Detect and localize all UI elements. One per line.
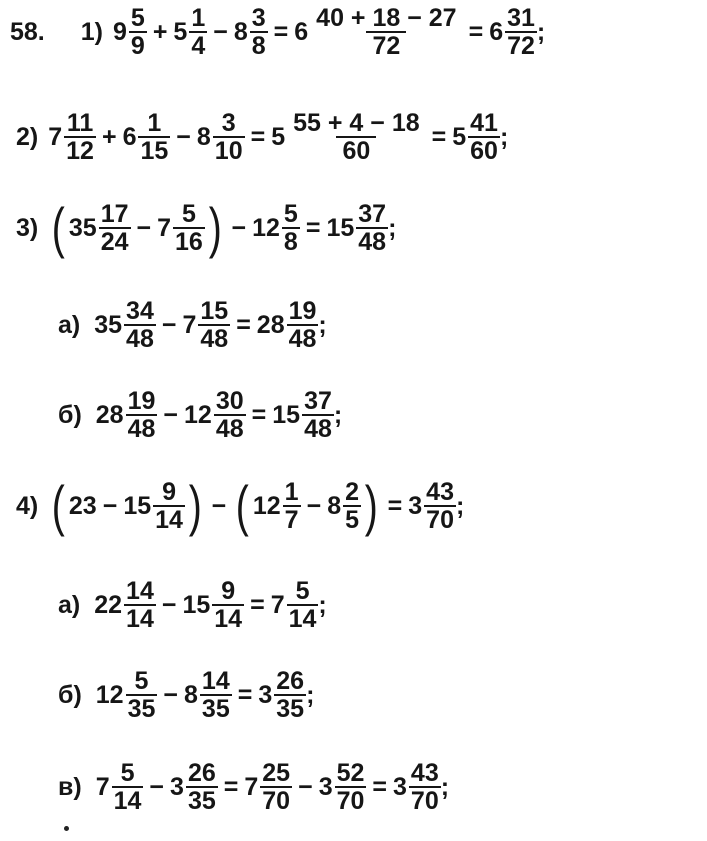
text-token: ;: [536, 17, 546, 46]
numerator: 5: [134, 667, 149, 695]
expression: [96, 668, 315, 723]
operator: =: [305, 213, 321, 242]
whole-part: 3: [318, 772, 333, 801]
numerator: 55 + 4 − 18: [293, 109, 420, 137]
mixed-number: [257, 298, 319, 353]
denominator: 70: [336, 787, 365, 816]
parenthesis: ): [364, 474, 378, 537]
denominator: 48: [127, 415, 156, 444]
mixed-number: [96, 760, 144, 815]
whole-part: 12: [252, 491, 281, 520]
denominator: 70: [262, 787, 291, 816]
numerator: 43: [426, 477, 454, 506]
fraction: [260, 760, 292, 815]
mixed-number: [157, 201, 205, 256]
item-label: 2): [16, 122, 39, 151]
item-label: б): [58, 400, 82, 429]
numerator: 37: [304, 387, 332, 415]
operator: −: [163, 680, 179, 709]
mixed-number: [326, 201, 388, 256]
whole-part: 7: [270, 590, 285, 619]
denominator: 35: [127, 695, 156, 724]
expression: [113, 5, 545, 60]
fraction: [302, 388, 334, 443]
operator: =: [237, 680, 253, 709]
whole-part: 35: [68, 213, 97, 242]
fraction: [287, 110, 426, 165]
whole-part: 15: [182, 590, 211, 619]
numerator: 5: [130, 4, 145, 32]
text-token: ;: [306, 680, 315, 709]
denominator: 9: [130, 32, 145, 61]
fraction: [129, 5, 147, 60]
item-label: б): [58, 680, 82, 709]
numerator: 14: [201, 667, 230, 695]
parenthesis: ): [188, 474, 202, 537]
numerator: 26: [187, 759, 216, 787]
whole-part: 7: [182, 310, 197, 339]
denominator: 14: [214, 605, 243, 634]
whole-part: 35: [94, 310, 123, 339]
fraction: [112, 760, 144, 815]
whole-part: 3: [393, 772, 407, 801]
mixed-number: [182, 298, 230, 353]
text-token: 23: [68, 491, 97, 520]
mixed-number: [96, 388, 158, 443]
solution-line-4c: [58, 760, 449, 815]
whole-part: 6: [122, 122, 137, 151]
numerator: 5: [295, 577, 310, 605]
numerator: 26: [276, 667, 305, 695]
denominator: 4: [191, 32, 206, 61]
mixed-number: [272, 388, 334, 443]
whole-part: 7: [95, 772, 110, 801]
denominator: 48: [288, 325, 317, 354]
numerator: 52: [336, 759, 365, 787]
operator: −: [231, 213, 247, 242]
operator: +: [101, 122, 117, 151]
numerator: 15: [200, 297, 229, 325]
text-token: ;: [455, 491, 465, 520]
mixed-number: [234, 5, 268, 60]
numerator: 37: [358, 199, 387, 228]
denominator: 8: [283, 228, 298, 256]
whole-part: 6: [294, 17, 309, 46]
fraction: [153, 479, 185, 534]
mixed-number: [69, 201, 131, 256]
item-label: а): [58, 310, 81, 339]
solution-line-3: [16, 196, 397, 259]
denominator: 48: [358, 228, 387, 256]
denominator: 10: [214, 137, 243, 166]
whole-part: 5: [271, 122, 286, 151]
item-label: 3): [16, 213, 39, 242]
numerator: 3: [251, 4, 266, 32]
text-token: ;: [499, 122, 509, 151]
operator: =: [372, 772, 388, 801]
whole-part: 8: [233, 17, 248, 46]
fraction: [282, 201, 300, 256]
whole-part: 15: [123, 491, 152, 520]
expression: [96, 760, 449, 815]
solution-line-4b: [58, 668, 314, 723]
mixed-number: [170, 760, 218, 815]
denominator: 35: [187, 787, 216, 816]
whole-part: 3: [170, 772, 184, 801]
fraction: [189, 5, 207, 60]
denominator: 7: [284, 506, 299, 534]
numerator: 30: [215, 387, 244, 415]
mixed-number: [94, 298, 156, 353]
expression: [48, 110, 508, 165]
mixed-number: [319, 760, 367, 815]
item-label: в): [58, 772, 82, 801]
numerator: 19: [288, 297, 317, 325]
numerator: 2: [345, 477, 359, 506]
fraction: [274, 668, 306, 723]
mixed-number: [48, 110, 96, 165]
print-speck: [64, 826, 69, 831]
fraction: [335, 760, 367, 815]
mixed-number: [252, 201, 300, 256]
mixed-number: [173, 5, 207, 60]
expression: [96, 388, 342, 443]
whole-part: 15: [326, 213, 355, 242]
operator: −: [211, 491, 227, 520]
numerator: 25: [262, 759, 291, 787]
fraction: [212, 578, 244, 633]
fraction: [310, 5, 462, 60]
numerator: 11: [66, 109, 94, 137]
fraction: [468, 110, 500, 165]
denominator: 60: [336, 136, 376, 164]
denominator: 35: [201, 695, 230, 724]
whole-part: 15: [272, 400, 301, 429]
whole-part: 12: [95, 680, 124, 709]
operator: −: [136, 213, 152, 242]
fraction: [126, 388, 158, 443]
solution-line-3b: [58, 388, 342, 443]
whole-part: 28: [95, 400, 124, 429]
fraction: [124, 298, 156, 353]
numerator: 9: [221, 577, 236, 605]
denominator: 5: [345, 506, 359, 534]
whole-part: 12: [252, 213, 280, 242]
mixed-number: [271, 110, 425, 165]
mixed-number: [271, 578, 319, 633]
fraction: [213, 110, 245, 165]
numerator: 17: [100, 199, 129, 228]
fraction: [424, 479, 456, 534]
whole-part: 8: [327, 491, 342, 520]
whole-part: 9: [113, 17, 127, 46]
operator: =: [250, 590, 265, 619]
mixed-number: [123, 479, 185, 534]
denominator: 70: [410, 787, 439, 816]
whole-part: 5: [452, 122, 467, 151]
operator: +: [152, 17, 168, 46]
numerator: 5: [120, 759, 135, 787]
solution-line-2: [16, 110, 508, 165]
mixed-number: [184, 668, 232, 723]
fraction: [356, 201, 388, 256]
text-token: ;: [333, 400, 343, 429]
text-token: ;: [318, 590, 327, 619]
denominator: 60: [470, 137, 498, 166]
fraction: [198, 298, 230, 353]
whole-part: 22: [94, 590, 123, 619]
solution-line-4a: [58, 578, 327, 633]
fraction: [214, 388, 246, 443]
mixed-number: [182, 578, 244, 633]
mixed-number: [489, 5, 537, 60]
denominator: 48: [126, 325, 154, 354]
denominator: 15: [140, 137, 169, 166]
denominator: 8: [251, 32, 266, 61]
parenthesis: (: [52, 474, 66, 537]
fraction: [287, 298, 319, 353]
mixed-number: [123, 110, 171, 165]
whole-part: 7: [48, 122, 63, 151]
operator: −: [161, 590, 177, 619]
solution-line-4: [16, 474, 465, 537]
denominator: 72: [507, 32, 535, 61]
solution-line-1: [10, 5, 545, 60]
fraction: [138, 110, 170, 165]
whole-part: 3: [408, 491, 423, 520]
numerator: 3: [221, 109, 236, 137]
denominator: 72: [366, 31, 406, 59]
mixed-number: [393, 760, 441, 815]
whole-part: 3: [258, 680, 273, 709]
numerator: 31: [507, 4, 535, 32]
whole-part: 28: [256, 310, 285, 339]
mixed-number: [327, 479, 361, 534]
denominator: 16: [175, 228, 203, 256]
operator: =: [223, 772, 239, 801]
operator: =: [273, 17, 289, 46]
denominator: 70: [426, 506, 454, 534]
denominator: 35: [276, 695, 305, 724]
item-label: 4): [16, 491, 39, 520]
problem-number: 58.: [10, 17, 45, 46]
operator: =: [431, 122, 447, 151]
fraction: [186, 760, 218, 815]
mixed-number: [184, 388, 246, 443]
numerator: 34: [126, 297, 154, 325]
operator: −: [102, 491, 118, 520]
operator: −: [163, 400, 179, 429]
numerator: 1: [284, 477, 299, 506]
fraction: [124, 578, 156, 633]
whole-part: 7: [244, 772, 259, 801]
operator: −: [149, 772, 165, 801]
fraction: [287, 578, 319, 633]
mixed-number: [197, 110, 245, 165]
whole-part: 7: [157, 213, 172, 242]
text-token: ;: [318, 310, 327, 339]
denominator: 14: [113, 787, 142, 816]
expression: [48, 474, 465, 537]
item-label: 1): [80, 17, 103, 46]
numerator: 14: [126, 577, 154, 605]
operator: −: [161, 310, 177, 339]
expression: [48, 196, 397, 259]
denominator: 48: [200, 325, 229, 354]
solution-line-3a: [58, 298, 327, 353]
denominator: 12: [66, 137, 94, 166]
whole-part: 8: [196, 122, 211, 151]
fraction: [200, 668, 232, 723]
denominator: 14: [155, 506, 183, 534]
denominator: 14: [126, 605, 154, 634]
whole-part: 5: [173, 17, 188, 46]
mixed-number: [244, 760, 292, 815]
parenthesis: (: [52, 196, 66, 259]
mixed-number: [408, 479, 456, 534]
denominator: 48: [215, 415, 244, 444]
item-label: а): [58, 590, 81, 619]
whole-part: 6: [489, 17, 504, 46]
operator: =: [236, 310, 251, 339]
fraction: [250, 5, 268, 60]
mixed-number: [294, 5, 462, 60]
fraction: [99, 201, 131, 256]
fraction: [409, 760, 441, 815]
whole-part: 12: [184, 400, 212, 429]
numerator: 40 + 18 − 27: [316, 4, 457, 32]
fraction: [126, 668, 158, 723]
operator: =: [250, 122, 266, 151]
parenthesis: (: [236, 474, 250, 537]
parenthesis: ): [208, 196, 222, 259]
numerator: 41: [470, 109, 498, 137]
mixed-number: [113, 5, 147, 60]
operator: =: [387, 491, 403, 520]
denominator: 24: [100, 228, 129, 256]
fraction: [343, 479, 361, 534]
numerator: 5: [283, 199, 298, 228]
operator: =: [251, 400, 267, 429]
denominator: 14: [288, 605, 317, 634]
fraction: [173, 201, 205, 256]
mixed-number: [253, 479, 301, 534]
fraction: [505, 5, 537, 60]
expression: [94, 298, 327, 353]
mixed-number: [94, 578, 156, 633]
mixed-number: [258, 668, 306, 723]
fraction: [64, 110, 96, 165]
expression: [94, 578, 327, 633]
text-token: ;: [440, 772, 450, 801]
denominator: 48: [304, 415, 332, 444]
operator: −: [306, 491, 322, 520]
whole-part: 8: [184, 680, 198, 709]
numerator: 19: [127, 387, 156, 415]
operator: −: [213, 17, 228, 46]
operator: −: [176, 122, 191, 151]
operator: =: [468, 17, 484, 46]
mixed-number: [96, 668, 158, 723]
numerator: 43: [410, 759, 439, 787]
mixed-number: [452, 110, 500, 165]
numerator: 1: [191, 4, 206, 32]
operator: −: [298, 772, 313, 801]
fraction: [283, 479, 301, 534]
numerator: 1: [147, 109, 162, 137]
numerator: 5: [181, 199, 196, 228]
numerator: 9: [162, 477, 176, 506]
text-token: ;: [388, 213, 397, 242]
